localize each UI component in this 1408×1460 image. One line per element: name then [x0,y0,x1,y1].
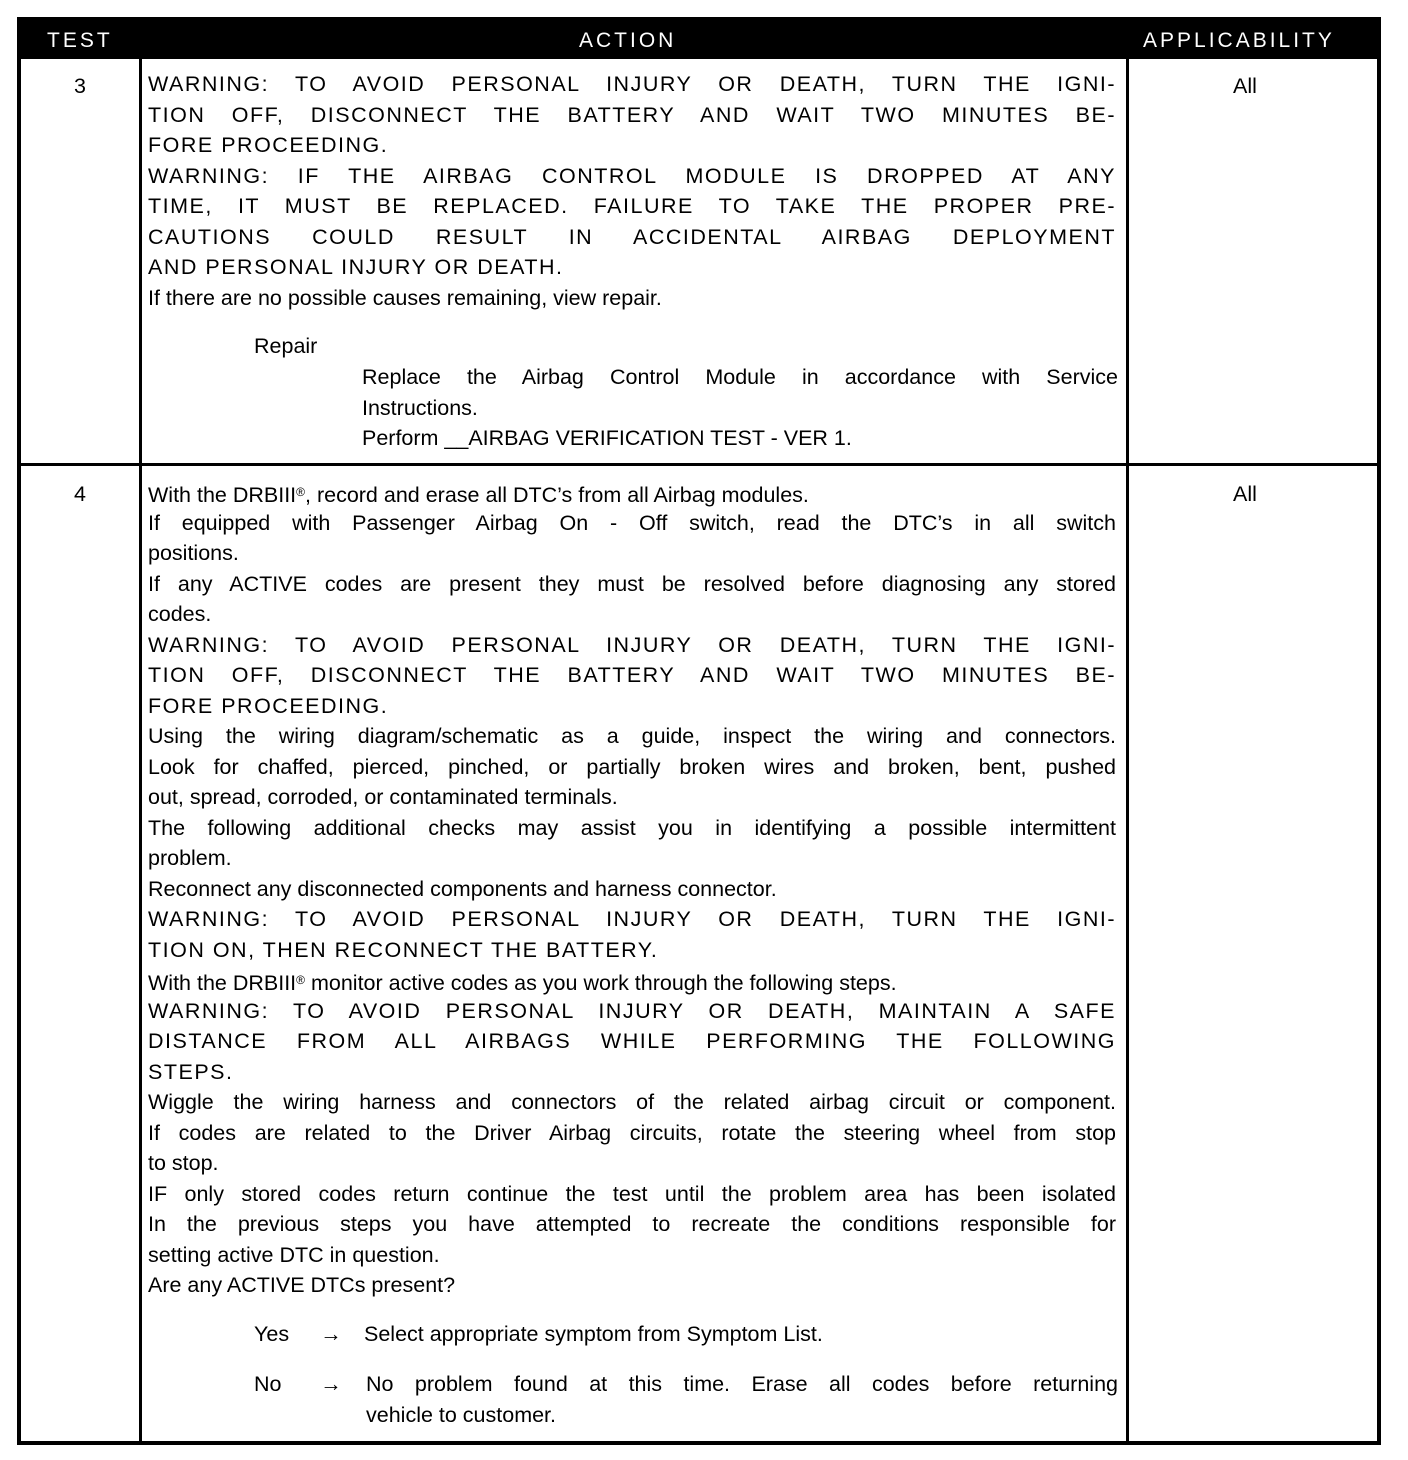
action-line: WARNING: IF THE AIRBAG CONTROL MODULE IS DROPPED AT ANY [148,163,1116,188]
action-line: positions. [148,541,239,565]
row-divider [21,463,1377,466]
action-line: If any ACTIVE codes are present they must be resolved before diagnosing any stored [148,571,1116,596]
action-line: WARNING: TO AVOID PERSONAL INJURY OR DEATH, TURN THE IGNI- [148,72,1116,96]
action-line: Wiggle the wiring harness and connectors of the related airbag circuit or component. [148,1090,1116,1114]
action-line: codes. [148,602,212,626]
no-label: No [254,1372,282,1396]
table-header [21,21,1377,59]
procedure-table [17,17,1381,1445]
column-divider [139,59,142,1441]
action-line: AND PERSONAL INJURY OR DEATH. [148,255,564,279]
action-line: WARNING: TO AVOID PERSONAL INJURY OR DEATH, TURN THE IGNI- [148,907,1116,931]
arrow-right-icon: → [320,1322,342,1346]
action-line: DISTANCE FROM ALL AIRBAGS WHILE PERFORMING THE FOLLOWING [148,1029,1116,1053]
drbiii-text: With the DRBIII [148,971,297,995]
yes-result: Select appropriate symptom from Symptom List. [364,1322,823,1346]
action-line: FORE PROCEEDING. [148,693,389,718]
column-divider [1126,59,1129,1441]
row-4-applicability: All [1233,482,1257,506]
repair-line: Instructions. [362,395,478,420]
action-text: monitor active codes as you work through the following steps. [305,971,897,995]
row-4-test-number: 4 [74,482,86,506]
action-line [148,965,1116,996]
action-line: problem. [148,846,232,870]
registered-mark: ® [296,973,305,987]
action-line: WARNING: TO AVOID PERSONAL INJURY OR DEATH, MAINTAIN A SAFE [148,998,1116,1023]
action-line: Are any ACTIVE DTCs present? [148,1273,456,1297]
row-3-test-number: 3 [74,74,86,98]
action-line: WARNING: TO AVOID PERSONAL INJURY OR DEATH, TURN THE IGNI- [148,632,1116,657]
arrow-right-icon: → [320,1372,342,1396]
action-line: out, spread, corroded, or contaminated terminals. [148,785,618,809]
drbiii-text: With the DRBIII [148,483,297,507]
action-line: to stop. [148,1151,219,1175]
repair-line: Perform __AIRBAG VERIFICATION TEST - VER 1. [362,426,852,450]
action-line: If codes are related to the Driver Airbag circuits, rotate the steering wheel from stop [148,1120,1116,1145]
row-4-action [148,477,1116,1301]
registered-mark: ® [296,485,305,499]
action-line: In the previous steps you have attempted to recreate the conditions responsible for [148,1212,1116,1236]
action-line: TION OFF, DISCONNECT THE BATTERY AND WAIT TWO MINUTES BE- [148,663,1116,687]
repair-line: Replace the Airbag Control Module in accordance with Service [362,365,1118,389]
no-branch [254,1369,350,1400]
action-line: STEPS. [148,1059,234,1084]
row-3-applicability: All [1233,74,1257,98]
action-line: IF only stored codes return continue the test until the problem area has been isolated [148,1181,1116,1206]
action-line: TIME, IT MUST BE REPLACED. FAILURE TO TAKE THE PROPER PRE- [148,194,1116,218]
row-3-action [148,69,1116,313]
header-applicability: APPLICABILITY [1143,29,1335,52]
repair-label: Repair [254,334,318,358]
action-line: Reconnect any disconnected components and harness connector. [148,876,777,901]
no-result [366,1369,1118,1430]
yes-branch [254,1319,823,1350]
action-line: If there are no possible causes remaining, view repair. [148,285,662,310]
action-text: , record and erase all DTC’s from all Airbag modules. [305,483,809,507]
action-line: The following additional checks may assist you in identifying a possible intermittent [148,815,1116,840]
action-line: FORE PROCEEDING. [148,133,389,157]
no-result-line: vehicle to customer. [366,1402,557,1427]
repair-instructions [362,362,1118,454]
action-line: CAUTIONS COULD RESULT IN ACCIDENTAL AIRBAG DEPLOYMENT [148,224,1116,249]
yes-label: Yes [254,1322,290,1346]
action-line: TION OFF, DISCONNECT THE BATTERY AND WAIT TWO MINUTES BE- [148,102,1116,127]
action-line: Using the wiring diagram/schematic as a guide, inspect the wiring and connectors. [148,724,1116,748]
header-test: TEST [47,29,113,52]
action-line: TION ON, THEN RECONNECT THE BATTERY. [148,937,659,962]
header-action: ACTION [579,29,677,52]
action-line [148,477,1116,508]
no-result-line: No problem found at this time. Erase all codes before returning [366,1372,1118,1396]
action-line: setting active DTC in question. [148,1242,440,1267]
action-line: If equipped with Passenger Airbag On - Off switch, read the DTC’s in all switch [148,510,1116,535]
action-line: Look for chaffed, pierced, pinched, or partially broken wires and broken, bent, pushed [148,754,1116,779]
